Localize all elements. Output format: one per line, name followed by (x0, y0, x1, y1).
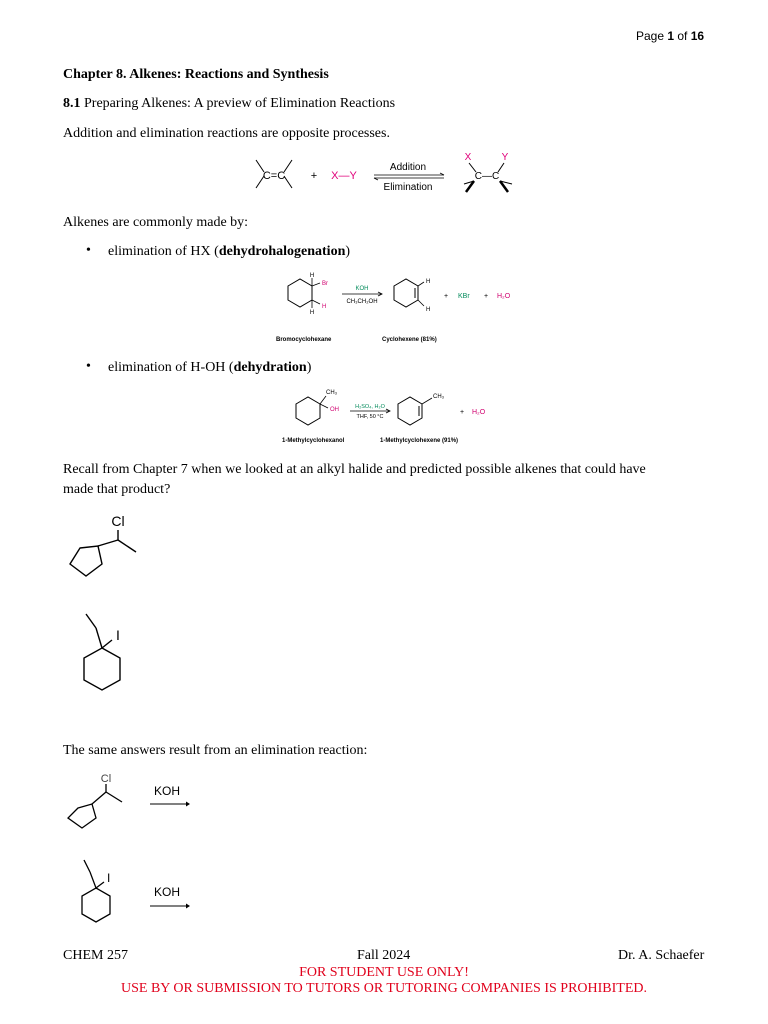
bullet-dot: • (86, 359, 91, 374)
page-number: 1 (667, 29, 675, 43)
prod-h-top: H (426, 279, 431, 285)
reaction-arrow-2 (150, 902, 190, 910)
dehydrohalogenation-scheme (270, 268, 530, 350)
bullet-dehydrohalogenation (108, 243, 350, 261)
koh-label-2: KOH (154, 885, 181, 899)
bullet-bold: dehydrohalogenation (218, 244, 346, 259)
koh-label-1: KOH (154, 784, 181, 798)
i-atom: I (116, 627, 120, 643)
page-indicator (636, 29, 704, 43)
bullet-dot: • (86, 243, 91, 258)
same-answers-text: The same answers result from an elimination reaction: (63, 743, 368, 758)
ch3-product: CH₃ (433, 394, 445, 400)
ethanol-solvent: CH₃CH₂OH (346, 299, 378, 305)
page-of: of (674, 29, 691, 43)
xy-reagent: X—Y (331, 170, 357, 182)
footer-notice-1: FOR STUDENT USE ONLY! (299, 965, 469, 980)
bullet-text: elimination of H-OH ( (108, 360, 234, 375)
cl-atom: Cl (100, 773, 112, 785)
bullet-tail: ) (345, 244, 351, 259)
bullet-text: elimination of HX ( (108, 244, 219, 259)
h-bottom: H (309, 310, 315, 316)
i-atom: I (107, 871, 111, 885)
water-product: H₂O (497, 293, 511, 300)
h-top: H (309, 273, 315, 279)
thf-conditions: THF, 50 °C (356, 414, 384, 420)
section-number: 8.1 (63, 96, 81, 111)
plus-1: + (443, 293, 449, 300)
alkene-label: C=C (262, 170, 286, 182)
recall-line-1: Recall from Chapter 7 when we looked at an alkyl halide and predicted possible alkenes that could have (63, 462, 646, 477)
br-atom: Br (322, 281, 328, 287)
plus-sign: + (459, 409, 465, 416)
page-prefix: Page (636, 29, 668, 43)
h-right: H (322, 304, 327, 310)
dehydration-scheme (276, 384, 508, 446)
methylcyclohexanol-label: 1-Methylcyclohexanol (282, 438, 345, 444)
plus-sign: + (310, 170, 318, 182)
methods-intro: Alkenes are commonly made by: (63, 215, 249, 230)
elimination-label: Elimination (383, 182, 433, 193)
cyclohexene-label: Cyclohexene (81%) (382, 337, 437, 343)
addition-label: Addition (389, 162, 427, 173)
koh-reagent: KOH (355, 286, 369, 292)
bullet-dehydration (108, 359, 311, 377)
footer-term: Fall 2024 (357, 948, 411, 963)
section-heading (63, 95, 395, 113)
water-product: H₂O (472, 409, 486, 416)
product-core: C—C (474, 171, 500, 182)
elimination-cyclopentane-structure (60, 770, 140, 832)
bullet-tail: ) (306, 360, 312, 375)
plus-2: + (483, 293, 489, 300)
intro-text: Addition and elimination reactions are opposite processes. (63, 126, 390, 141)
ch3-reactant: CH₃ (326, 390, 338, 396)
chloro-cyclopentane-structure (60, 510, 150, 586)
cl-atom: Cl (111, 513, 125, 529)
bromocyclohexane-label: Bromocyclohexane (276, 337, 332, 343)
x-atom: X (464, 152, 472, 163)
elimination-cyclohexane-structure (70, 856, 130, 932)
bullet-bold: dehydration (233, 360, 307, 375)
footer-notice-2: USE BY OR SUBMISSION TO TUTORS OR TUTORING COMPANIES IS PROHIBITED. (121, 981, 647, 996)
recall-line-2: made that product? (63, 482, 171, 497)
methylcyclohexene-label: 1-Methylcyclohexene (91%) (380, 438, 459, 444)
page-total: 16 (690, 29, 705, 43)
footer-instructor: Dr. A. Schaefer (618, 948, 705, 963)
oh-group: OH (330, 407, 339, 413)
chapter-title: Chapter 8. Alkenes: Reactions and Synthesis (63, 67, 329, 82)
addition-elimination-scheme (240, 148, 530, 204)
acid-reagent: H₂SO₄, H₂O (355, 404, 385, 410)
y-atom: Y (501, 152, 509, 163)
prod-h-bottom: H (426, 307, 431, 313)
iodo-cyclohexane-structure (70, 610, 140, 704)
kbr-product: KBr (458, 293, 470, 300)
section-title: Preparing Alkenes: A preview of Elimination Reactions (80, 96, 396, 111)
reaction-arrow-1 (150, 800, 190, 808)
footer-course: CHEM 257 (63, 948, 128, 963)
